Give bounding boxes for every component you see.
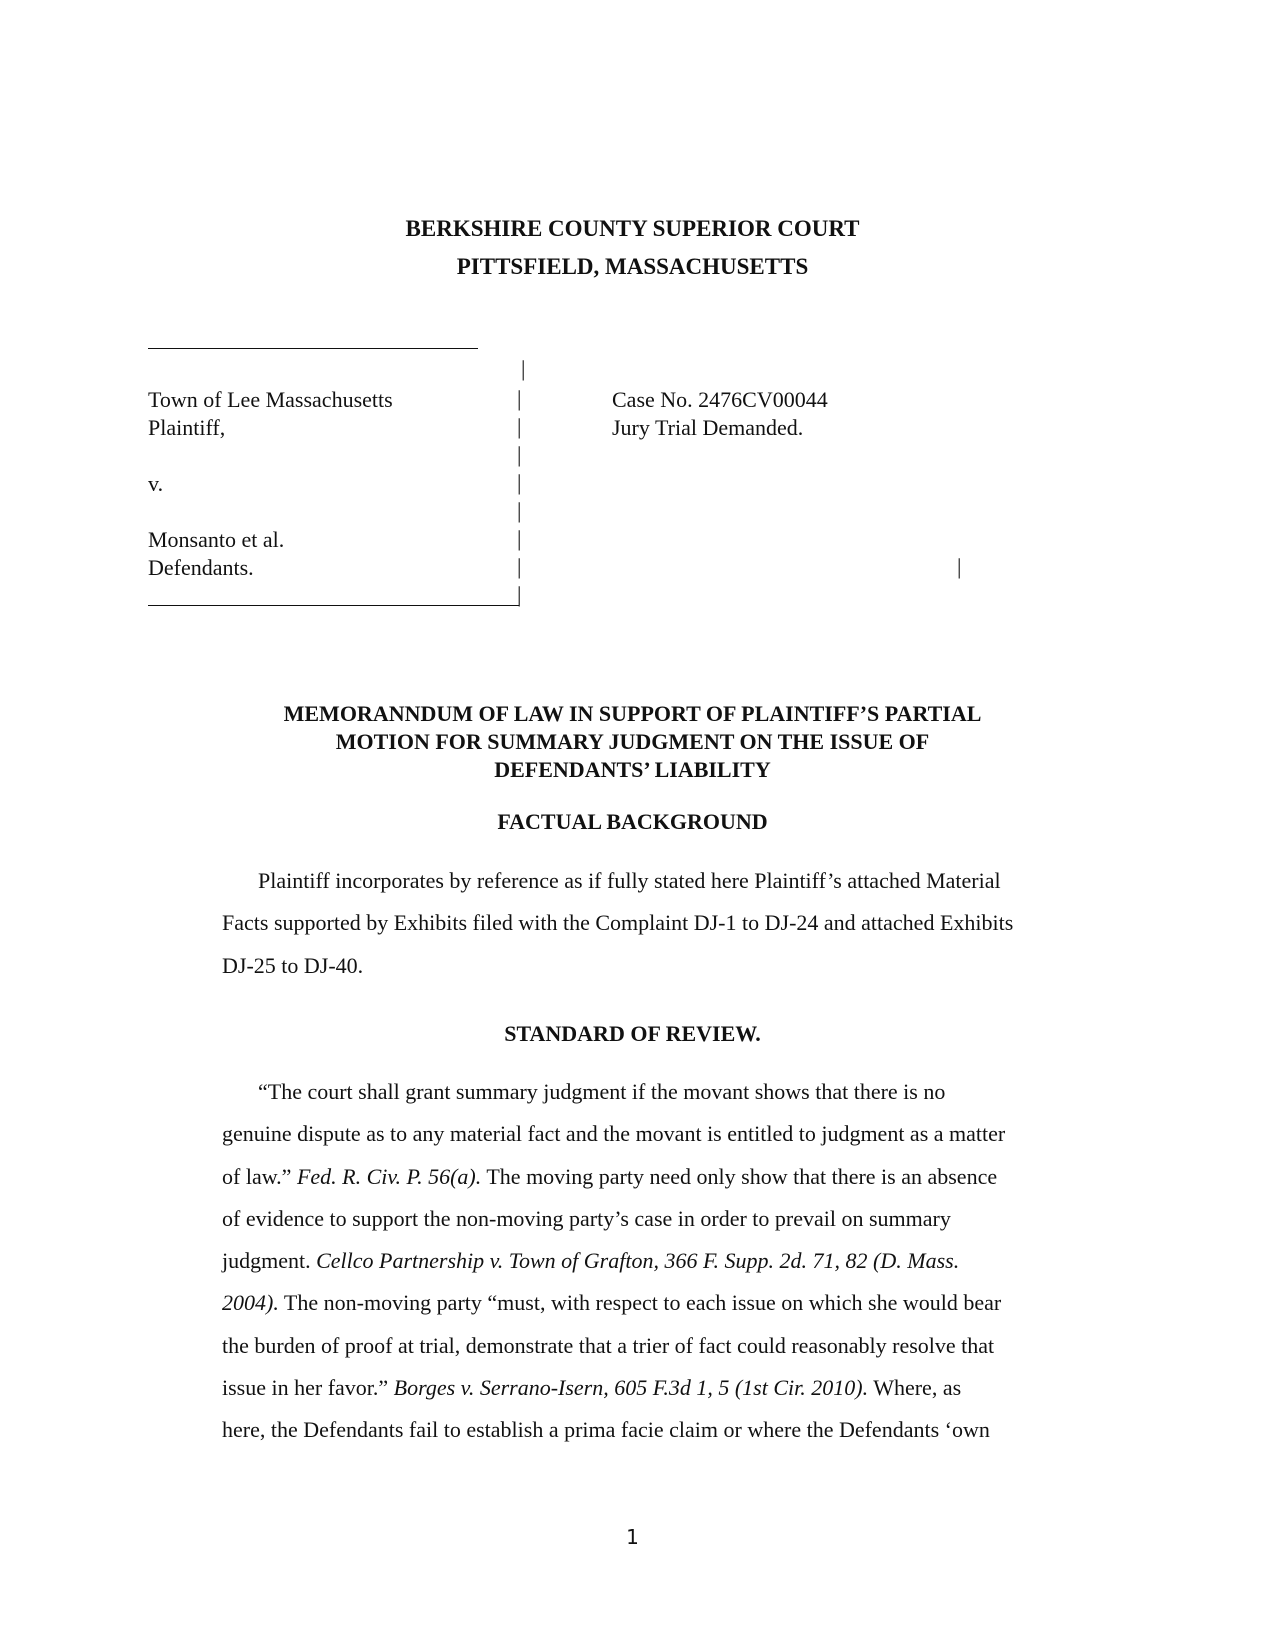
caption-bottom-rule [148, 605, 519, 606]
paragraph-line: the burden of proof at trial, demonstrate that a trier of fact could reasonably resolve that [222, 1332, 995, 1358]
paragraph-line: DJ-25 to DJ-40. [222, 952, 364, 978]
stray-divider-mark: | [957, 554, 962, 579]
page-number: 1 [626, 1525, 639, 1549]
memorandum-title [0, 700, 1265, 784]
caption-divider-mark: | [517, 470, 522, 495]
defendant-name: Monsanto et al. [148, 527, 285, 552]
standard-of-review-paragraph [222, 1071, 1102, 1452]
title-line: MEMORANNDUM OF LAW IN SUPPORT OF PLAINTIFF’S PARTIAL [283, 701, 982, 726]
versus: v. [148, 471, 164, 496]
paragraph-line: genuine dispute as to any material fact and the movant is entitled to judgment as a matter [222, 1121, 1006, 1147]
paragraph-line: judgment. Cellco Partnership v. Town of Grafton, 366 F. Supp. 2d. 71, 82 (D. Mass. [222, 1248, 960, 1274]
standard-of-review-heading: STANDARD OF REVIEW. [504, 1021, 761, 1046]
caption-divider-mark: | [517, 386, 522, 411]
citation: Cellco Partnership v. Town of Grafton, 366 F. Supp. 2d. 71, 82 (D. Mass. [316, 1248, 960, 1274]
paragraph-line: Facts supported by Exhibits filed with the Complaint DJ-1 to DJ-24 and attached Exhibits [222, 910, 1014, 936]
paragraph-line: here, the Defendants fail to establish a prima facie claim or where the Defendants ‘own [222, 1417, 990, 1443]
caption-divider-mark: | [517, 498, 522, 523]
plaintiff-name: Town of Lee Massachusetts [148, 387, 393, 412]
jury-demand: Jury Trial Demanded. [612, 415, 804, 440]
title-line: MOTION FOR SUMMARY JUDGMENT ON THE ISSUE OF [335, 729, 930, 754]
caption-divider-mark: | [517, 526, 522, 551]
paragraph-line: of law.” Fed. R. Civ. P. 56(a). The moving party need only show that there is an absence [222, 1163, 998, 1189]
caption-divider-mark: | [517, 414, 522, 439]
defendant-role: Defendants. [148, 555, 254, 580]
court-location: PITTSFIELD, MASSACHUSETTS [456, 254, 809, 279]
title-line: DEFENDANTS’ LIABILITY [494, 757, 771, 782]
citation: 2004). [222, 1290, 279, 1316]
caption-divider-mark: | [517, 582, 522, 607]
paragraph-line: Plaintiff incorporates by reference as if fully stated here Plaintiff’s attached Material [258, 868, 1001, 893]
citation: Borges v. Serrano-Isern, 605 F.3d 1, 5 (1st Cir. 2010). [393, 1375, 869, 1401]
caption-divider-mark: | [517, 554, 522, 579]
paragraph-line: 2004). The non-moving party “must, with respect to each issue on which she would bear [222, 1290, 1002, 1316]
citation: Fed. R. Civ. P. 56(a). [296, 1163, 482, 1189]
paragraph-line: issue in her favor.” Borges v. Serrano-Isern, 605 F.3d 1, 5 (1st Cir. 2010). Where, as [222, 1375, 962, 1401]
paragraph-line: of evidence to support the non-moving party’s case in order to prevail on summary [222, 1205, 951, 1231]
plaintiff-role: Plaintiff, [148, 415, 226, 440]
factual-background-paragraph [222, 860, 1102, 987]
caption-divider-mark: | [517, 442, 522, 467]
court-name: BERKSHIRE COUNTY SUPERIOR COURT [405, 216, 860, 241]
factual-background-heading: FACTUAL BACKGROUND [497, 809, 768, 834]
case-number: Case No. 2476CV00044 [612, 387, 828, 412]
caption-top-rule [148, 348, 478, 349]
caption-divider-mark: | [521, 356, 526, 381]
paragraph-line: “The court shall grant summary judgment if the movant shows that there is no [258, 1079, 946, 1104]
